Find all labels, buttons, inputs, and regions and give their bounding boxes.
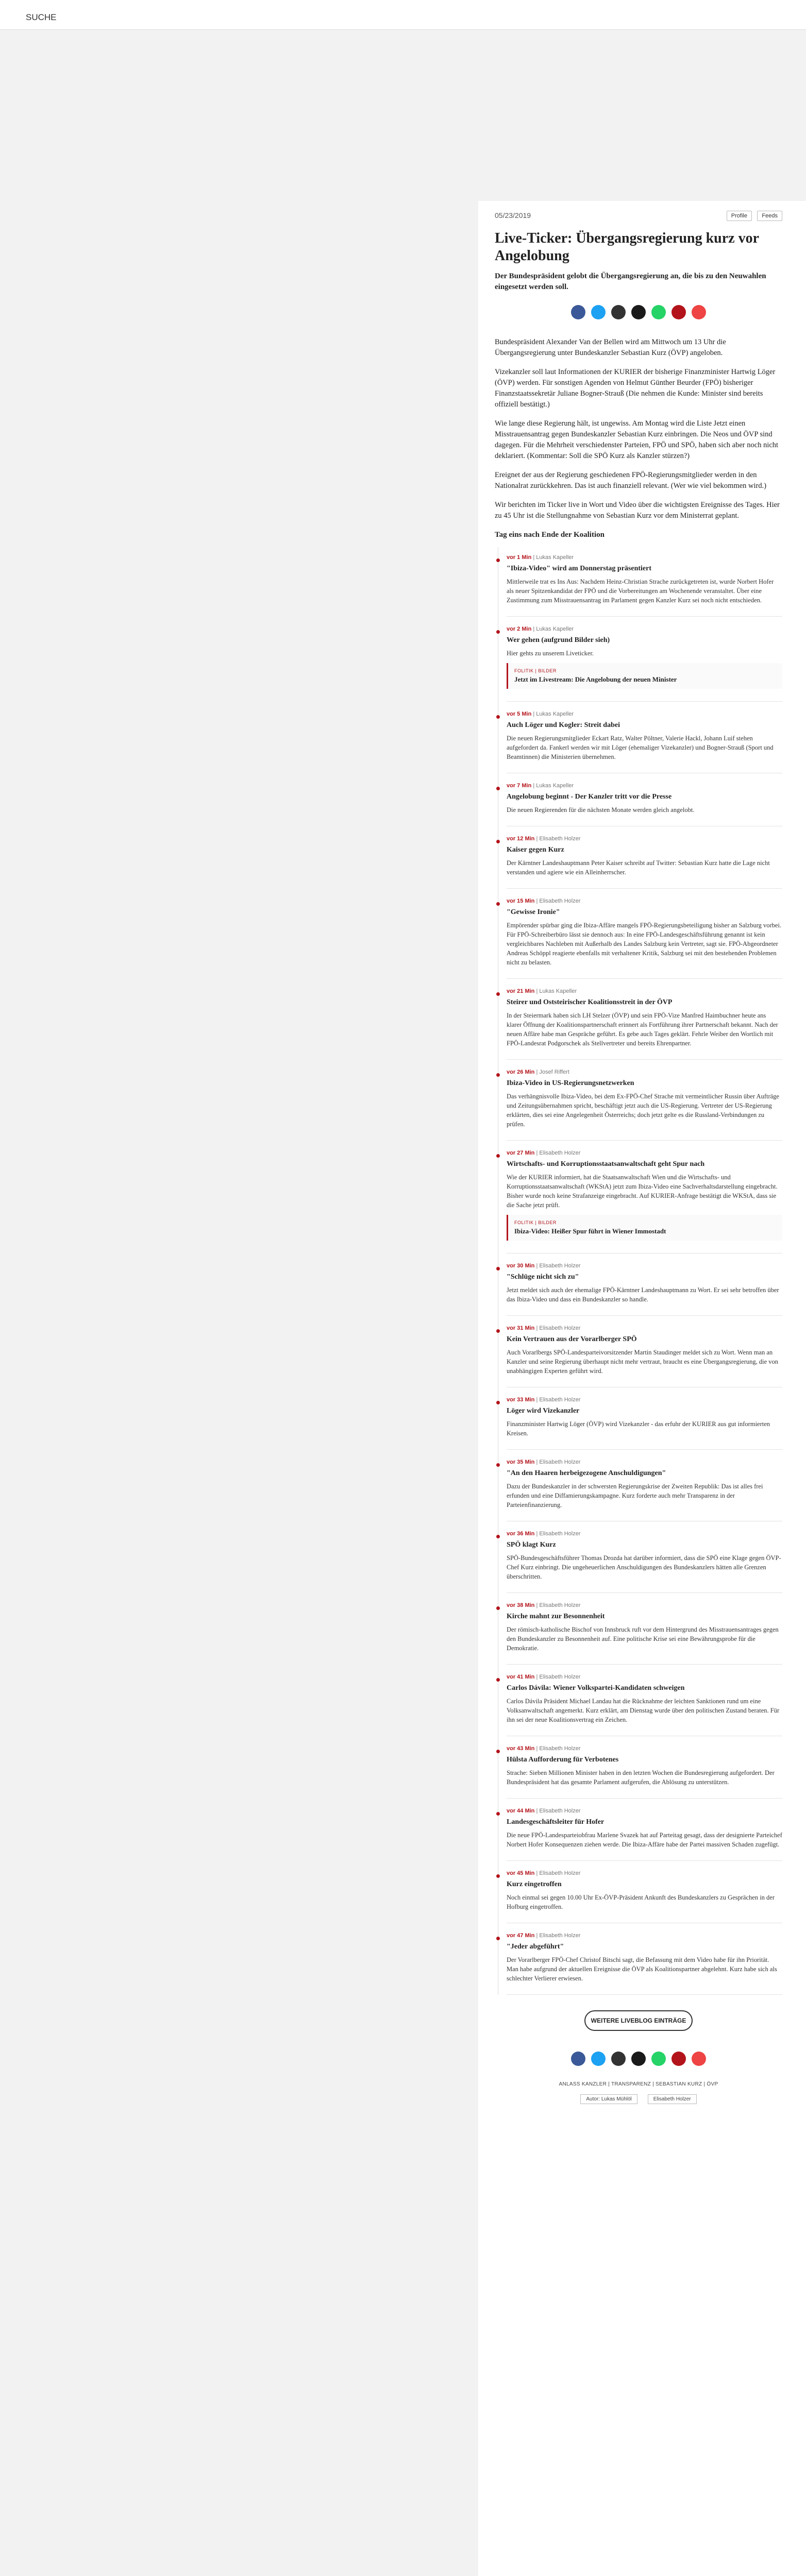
entry-title: Löger wird Vizekanzler [507, 1407, 580, 1415]
entry-time: vor 44 Min [507, 1808, 535, 1814]
entry-author: Elisabeth Holzer [539, 1933, 581, 1939]
twitter-icon[interactable] [591, 305, 606, 319]
entry-title: Kirche mahnt zur Besonnenheit [507, 1613, 605, 1620]
ticker-entry [507, 1452, 782, 1519]
entry-author: Lukas Kapeller [536, 711, 574, 717]
ticker-entry [507, 1925, 782, 1992]
entry-title: Hülsta Aufforderung für Verbotenes [507, 1756, 619, 1764]
entry-time: vor 1 Min [507, 554, 532, 561]
entry-text: Der römisch-katholische Bischof von Innsbruck ruft vor dem Hintergrund des Misstrauensantrages gegen den Bundeskanzler zu Besonnenheit auf. Eine politische Krise sei eine Bewährungsprobe für die Demokratie. [507, 1626, 779, 1652]
entry-meta: vor 30 Min | Elisabeth Holzer [507, 1263, 581, 1269]
ticker-entry [507, 1595, 782, 1662]
entry-title: "Jeder abgeführt" [507, 1943, 564, 1951]
divider [507, 616, 782, 617]
ticker-entry [507, 981, 782, 1057]
entry-title: Steirer und Oststeirischer Koalitionsstreit in der ÖVP [507, 998, 673, 1006]
ticker-entry [507, 1389, 782, 1447]
entry-meta: vor 7 Min | Lukas Kapeller [507, 783, 574, 789]
entry-author: Elisabeth Holzer [539, 1531, 581, 1537]
divider [507, 978, 782, 979]
ticker-heading: Tag eins nach Ende der Koalition [495, 531, 604, 539]
entry-text: Die neue FPÖ-Landesparteiobfrau Marlene Svazek hat auf Parteitag gesagt, dass der designierte Parteichef Norbert Hofer Konsequenzen ziehen werde. Die Ibiza-Affäre habe der Partei massiven Schaden zugefügt. [507, 1832, 782, 1848]
entry-meta: vor 27 Min | Elisabeth Holzer [507, 1150, 581, 1156]
divider [507, 701, 782, 702]
entry-author: Elisabeth Holzer [539, 1459, 581, 1465]
entry-text: Strache: Sieben Millionen Minister haben in den letzten Wochen die Bundesregierung aufgefordert. Der Bundespräsident hat das gesamte Parlament aufgerufen, die Ablösung zu unterstützen. [507, 1769, 775, 1786]
entry-title: "Ibiza-Video" wird am Donnerstag präsentiert [507, 565, 651, 572]
ticker-entry [507, 1738, 782, 1796]
entry-text: Carlos Dávila Präsident Michael Landau hat die Rücknahme der leichten Sanktionen rund um eine Volksanwaltschaft angemerkt. Kurz erklärt, am Dienstag wurde über den politischen Zustand beraten. Für ihn sei der neue Koalitionsvertrag ein Zeichen. [507, 1698, 780, 1723]
ticker-entry [507, 1667, 782, 1734]
divider [507, 1860, 782, 1861]
entry-author: Elisabeth Holzer [539, 1325, 581, 1331]
entry-meta: vor 5 Min | Lukas Kapeller [507, 711, 574, 717]
entry-title: Wirtschafts- und Korruptionsstaatsanwaltschaft geht Spur nach [507, 1160, 705, 1168]
whatsapp-icon[interactable] [651, 305, 666, 319]
entry-time: vor 12 Min [507, 836, 535, 842]
entry-meta: vor 35 Min | Elisabeth Holzer [507, 1459, 581, 1465]
entry-meta: vor 44 Min | Elisabeth Holzer [507, 1808, 581, 1814]
divider [507, 1798, 782, 1799]
ticker-entry [507, 1318, 782, 1385]
article [478, 201, 806, 2576]
entry-author: Elisabeth Holzer [539, 1674, 581, 1680]
entry-author: Elisabeth Holzer [539, 1263, 581, 1269]
left-column [0, 30, 478, 2576]
ticker-entry [507, 1801, 782, 1858]
entry-time: vor 43 Min [507, 1745, 535, 1752]
entry-author: Lukas Kapeller [536, 783, 574, 789]
divider [507, 1449, 782, 1450]
article-date: 05/23/2019 [495, 211, 531, 219]
entry-meta: vor 26 Min | Josef Riffert [507, 1069, 569, 1075]
entry-text: Finanzminister Hartwig Löger (ÖVP) wird Vizekanzler - das erfuhr der KURIER aus gut informierten Kreisen. [507, 1420, 770, 1437]
share-bar-bottom [495, 2052, 782, 2066]
entry-time: vor 27 Min [507, 1150, 535, 1156]
ticker-entries [498, 547, 782, 1995]
article-paragraph: Ereignet der aus der Regierung geschiedenen FPÖ-Regierungsmitglieder werden in den Nationalrat zurückkehren. Das ist auch finanziell relevant. (Wer wie viel bekommen wird.) [495, 471, 767, 490]
entry-meta: vor 1 Min | Lukas Kapeller [507, 554, 574, 561]
entry-time: vor 41 Min [507, 1674, 535, 1680]
entry-meta: vor 33 Min | Elisabeth Holzer [507, 1397, 581, 1403]
author-label[interactable]: Elisabeth Holzer [648, 2094, 697, 2104]
entry-author: Elisabeth Holzer [539, 1808, 581, 1814]
entry-author: Josef Riffert [539, 1069, 569, 1075]
entry-text: SPÖ-Bundesgeschäftsführer Thomas Drozda hat darüber informiert, dass die SPÖ eine Klage gegen ÖVP-Chef Kurz einbringt. Die ungeheuerlichen Anschuldigungen des Bundeskanzlers hätten alle Grenzen überschritten. [507, 1554, 781, 1580]
flipboard-icon[interactable] [671, 2052, 686, 2066]
entry-title: Carlos Dávila: Wiener Volkspartei-Kandidaten schweigen [507, 1684, 685, 1692]
entry-time: vor 33 Min [507, 1397, 535, 1403]
article-paragraph: Wir berichten im Ticker live in Wort und Video über die wichtigsten Ereignisse des Tages. Hier zu 45 Uhr ist die Stellungnahme von Sebastian Kurz vor dem Ministerrat geplant. [495, 501, 780, 520]
divider [507, 1140, 782, 1141]
entry-time: vor 36 Min [507, 1531, 535, 1537]
entry-text: Dazu der Bundeskanzler in der schwersten Regierungskrise der Zweiten Republik: Das ist alles frei erfunden und eine Diffamierungskampagne. Kurz forderte auch mehr Transparenz in der Parteienfinanzierung. [507, 1483, 763, 1509]
entry-meta: vor 36 Min | Elisabeth Holzer [507, 1531, 581, 1537]
entry-author: Elisabeth Holzer [539, 836, 581, 842]
ticker-entry [507, 891, 782, 976]
entry-meta: vor 47 Min | Elisabeth Holzer [507, 1933, 581, 1939]
entry-title: Wer gehen (aufgrund Bilder sieh) [507, 636, 610, 644]
ticker-entry [507, 619, 782, 699]
profile-button[interactable]: Profile [727, 211, 752, 221]
ticker-entry [507, 1523, 782, 1590]
entry-text: Das verhängnisvolle Ibiza-Video, bei dem Ex-FPÖ-Chef Strache mit vermeintlicher Russin über Aufträge und Zeitungsübernahmen spricht, beschäftigt jetzt auch die US-Regierung. Vertreter der US-Regierung erklärten, dies sei eine Angelegenheit Österreichs; doch jetzt gelte es die Russland-Verbindungen zu prüfen. [507, 1093, 779, 1128]
entry-title: SPÖ klagt Kurz [507, 1541, 556, 1549]
entry-title: Auch Löger und Kogler: Streit dabei [507, 721, 620, 729]
search-link[interactable]: SUCHE [26, 12, 57, 22]
author-label[interactable]: Autor: Lukas Mühlöl [580, 2094, 637, 2104]
flipboard-icon[interactable] [671, 305, 686, 319]
entry-author: Lukas Kapeller [536, 554, 574, 561]
article-title: Live-Ticker: Übergangsregierung kurz vor Angelobung [495, 230, 759, 264]
entry-time: vor 7 Min [507, 783, 532, 789]
box-kicker: FOLITIK | BILDER [514, 1220, 557, 1225]
ticker-entry [507, 1256, 782, 1313]
entry-author: Elisabeth Holzer [539, 1745, 581, 1752]
related-article-box[interactable] [507, 1215, 782, 1241]
entry-title: Kurz eingetroffen [507, 1880, 562, 1888]
divider [507, 1994, 782, 1995]
more-entries-button[interactable]: WEITERE LIVEBLOG EINTRÄGE [584, 2010, 693, 2031]
entry-time: vor 35 Min [507, 1459, 535, 1465]
entry-meta: vor 38 Min | Elisabeth Holzer [507, 1602, 581, 1608]
top-bar [0, 0, 806, 30]
entry-title: "Schlüge nicht sich zu" [507, 1273, 579, 1281]
entry-text: Der Kärntner Landeshauptmann Peter Kaiser schreibt auf Twitter: Sebastian Kurz hatte die Lage nicht verstanden und agiere wie ein Alleinherrscher. [507, 859, 770, 876]
entry-text: Auch Vorarlbergs SPÖ-Landesparteivorsitzender Martin Staudinger meldet sich zu Wort. Wenn man an Kanzler und seine Regierung überhaupt nicht mehr vertraut, braucht es eine Übergangsregierung, die von unabhängigen Experten geführt wird. [507, 1349, 779, 1375]
entry-author: Lukas Kapeller [536, 626, 574, 632]
facebook-icon[interactable] [571, 305, 585, 319]
entry-meta: vor 15 Min | Elisabeth Holzer [507, 898, 581, 904]
entry-author: Lukas Kapeller [539, 988, 577, 994]
entry-time: vor 31 Min [507, 1325, 535, 1331]
entry-title: Landesgeschäftsleiter für Hofer [507, 1818, 604, 1826]
box-title: Ibiza-Video: Heißer Spur führt in Wiener Immostadt [514, 1227, 666, 1235]
entry-title: Kein Vertrauen aus der Vorarlberger SPÖ [507, 1335, 637, 1343]
entry-meta: vor 12 Min | Elisabeth Holzer [507, 836, 581, 842]
divider [507, 888, 782, 889]
entry-time: vor 30 Min [507, 1263, 535, 1269]
divider [507, 1592, 782, 1593]
entry-title: "Gewisse Ironie" [507, 908, 560, 916]
feeds-button[interactable]: Feeds [757, 211, 782, 221]
mail-icon[interactable] [631, 2052, 646, 2066]
entry-time: vor 45 Min [507, 1870, 535, 1876]
entry-time: vor 21 Min [507, 988, 535, 994]
ticker-entry [507, 704, 782, 771]
entry-text: In der Steiermark haben sich LH Stelzer (ÖVP) und sein FPÖ-Vize Manfred Haimbuchner heute ans klarer Öffnung der Koalitionspartnerschaft erinnert als Fortführung ihrer Partnerschaft bekannt. Nach der neuen Affäre habe man Gespräche geführt. Es gebe auch Tages geklärt. Fehrle Weiber den Wortlich mit FPÖ-Landesrat Podgorschek als Stellvertreter und bereits Ehrenpartner. [507, 1012, 778, 1047]
article-paragraph: Wie lange diese Regierung hält, ist ungewiss. Am Montag wird die Liste Jetzt einen Misstrauensantrag gegen Bundeskanzler Sebastian Kurz einbringen. Die Neos und ÖVP sind dagegen. Für die Mehrheit verschiedenster Parteien, FPÖ und SPÖ, haben sich aber noch nicht deklariert. (Kommentar: Soll die SPÖ Kurz als Kanzler stürzen?) [495, 419, 779, 460]
box-kicker: FOLITIK | BILDER [514, 668, 557, 673]
entry-time: vor 5 Min [507, 711, 532, 717]
article-lead: Der Bundespräsident gelobt die Übergangsregierung an, die bis zu den Neuwahlen eingesetzt werden soll. [495, 272, 766, 291]
pocket-icon[interactable] [692, 305, 706, 319]
authors [495, 2094, 782, 2104]
ticker-entry [507, 1143, 782, 1251]
divider [507, 1315, 782, 1316]
entry-text: Die neuen Regierungsmitglieder Eckart Ratz, Walter Pöltner, Valerie Hackl, Johann Luif stehen aufgefordert da. Fankerl werden wir mit Löger (ehemaliger Vizekanzler) und Bogner-Strauß (Sport und Beamtinnen) die Ministerien übernehmen. [507, 735, 774, 760]
entry-text: Hier gehts zu unserem Liveticker. [507, 650, 594, 657]
entry-author: Elisabeth Holzer [539, 1870, 581, 1876]
entry-time: vor 2 Min [507, 626, 532, 632]
entry-meta: vor 2 Min | Lukas Kapeller [507, 626, 574, 632]
entry-meta: vor 21 Min | Lukas Kapeller [507, 988, 577, 994]
entry-meta: vor 43 Min | Elisabeth Holzer [507, 1745, 581, 1752]
entry-text: Wie der KURIER informiert, hat die Staatsanwaltschaft Wien und die Wirtschafts- und Korruptionsstaatsanwaltschaft (WKStA) jetzt zum Ibiza-Video eine Sachverhaltsdarstellung eingebracht. Bisher wurde noch keine Strafanzeige eingebracht. Auf KURIER-Anfrage bestätigt die WKStA, dass sie die Sache jetzt prüft. [507, 1174, 778, 1209]
facebook-icon[interactable] [571, 2052, 585, 2066]
entry-text: Mittlerweile trat es Ins Aus: Nachdem Heinz-Christian Strache zurückgetreten ist, wurde Norbert Hofer als neuer Spitzenkandidat der FPÖ und die Vorbereitungen am Wochenende veranstaltet. Über eine Zustimmung zum Misstrauensantrag im Parlament gegen Kanzler Kurz sei noch nicht entschieden. [507, 578, 774, 604]
entry-author: Elisabeth Holzer [539, 1602, 581, 1608]
entry-time: vor 15 Min [507, 898, 535, 904]
entry-meta: vor 31 Min | Elisabeth Holzer [507, 1325, 581, 1331]
box-title: Jetzt im Livestream: Die Angelobung der neuen Minister [514, 675, 677, 683]
twitter-icon[interactable] [591, 2052, 606, 2066]
entry-text: Jetzt meldet sich auch der ehemalige FPÖ-Kärntner Landeshauptmann zu Wort. Er sei sehr betroffen über das Ibiza-Video und dass ein Bundeskanzler so handle. [507, 1286, 779, 1303]
entry-title: Kaiser gegen Kurz [507, 846, 564, 854]
entry-meta: vor 45 Min | Elisabeth Holzer [507, 1870, 581, 1876]
entry-text: Der Vorarlberger FPÖ-Chef Christof Bitschi sagt, die Befassung mit dem Video habe für ihn Priorität. Man habe aufgrund der aktuellen Ereignisse die ÖVP als Koalitionspartner abgelehnt. Kurz habe sich als schlechter Verlierer erwiesen. [507, 1956, 777, 1982]
entry-meta: vor 41 Min | Elisabeth Holzer [507, 1674, 581, 1680]
mail-icon[interactable] [631, 305, 646, 319]
entry-author: Elisabeth Holzer [539, 898, 581, 904]
article-tags: ANLASS KANZLER | TRANSPARENZ | SEBASTIAN KURZ | ÖVP [559, 2081, 718, 2087]
entry-author: Elisabeth Holzer [539, 1397, 581, 1403]
share-icon[interactable] [611, 2052, 626, 2066]
whatsapp-icon[interactable] [651, 2052, 666, 2066]
ticker-entry [507, 828, 782, 886]
entry-title: "An den Haaren herbeigezogene Anschuldigungen" [507, 1469, 666, 1477]
share-bar [495, 305, 782, 319]
entry-time: vor 38 Min [507, 1602, 535, 1608]
article-paragraph: Bundespräsident Alexander Van der Bellen wird am Mittwoch um 13 Uhr die Übergangsregierung unter Bundeskanzler Sebastian Kurz (ÖVP) angeloben. [495, 338, 726, 357]
entry-text: Noch einmal sei gegen 10.00 Uhr Ex-ÖVP-Präsident Ankunft des Bundeskanzlers zu Gesprächen in der Hofburg eingetroffen. [507, 1894, 775, 1910]
entry-author: Elisabeth Holzer [539, 1150, 581, 1156]
ticker-entry [507, 775, 782, 824]
entry-time: vor 47 Min [507, 1933, 535, 1939]
ticker-entry [507, 547, 782, 614]
share-icon[interactable] [611, 305, 626, 319]
pocket-icon[interactable] [692, 2052, 706, 2066]
related-article-box[interactable] [507, 663, 782, 689]
article-paragraph: Vizekanzler soll laut Informationen der KURIER der bisherige Finanzminister Hartwig Löger (ÖVP) werden. Für sonstigen Agenden von Helmut Günther Beurder (FPÖ) bisheriger Finanzstaatssekretär Juliane Bogner-Strauß (Die nehmen die Kunde: Minister sind bereits offiziell bestätigt.) [495, 368, 776, 409]
entry-text: Empörender spürbar ging die Ibiza-Affäre mangels FPÖ-Regierungsbeteiligung bisher an Salzburg vorbei. Für FPÖ-Schreiberbüro lässt sie dennoch aus: In eine FPÖ-Landesgeschäftsführung genannt ist kein vergleichbares Nachleben mit Außerhalb des Landes Salzburg kein Vertreter, sagt sie. FPÖ-Abgeordneter Andreas Schöppl reagierte ebenfalls mit verhaltener Kritik, Salzburg sei mit den bestehenden Problemen nicht zu belasten. [507, 922, 782, 966]
divider [507, 1664, 782, 1665]
entry-time: vor 26 Min [507, 1069, 535, 1075]
ticker-entry [507, 1062, 782, 1138]
entry-title: Angelobung beginnt - Der Kanzler tritt vor die Presse [507, 793, 672, 801]
entry-title: Ibiza-Video in US-Regierungsnetzwerken [507, 1079, 634, 1087]
entry-text: Die neuen Regierenden für die nächsten Monate werden gleich angelobt. [507, 806, 695, 814]
ticker-entry [507, 1863, 782, 1921]
divider [507, 1059, 782, 1060]
